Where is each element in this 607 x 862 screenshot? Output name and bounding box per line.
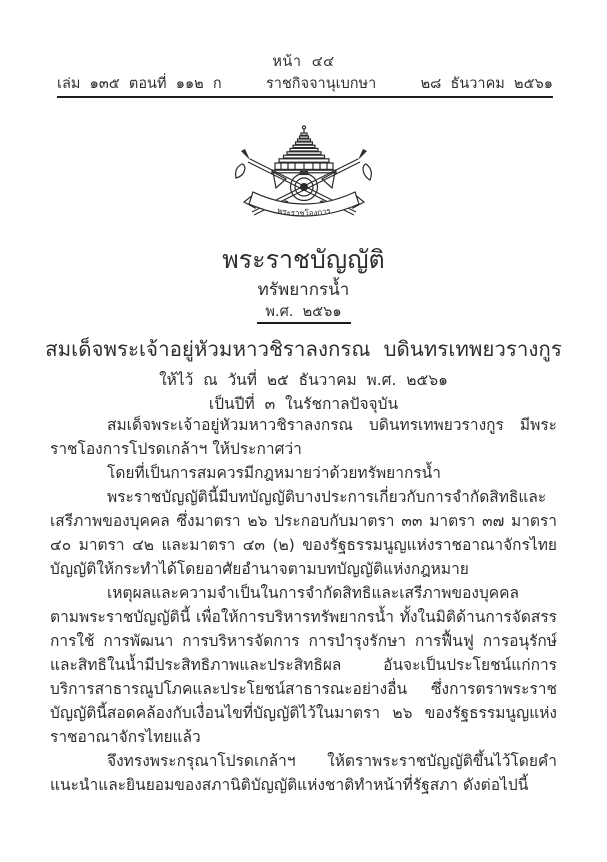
royal-command-emblem-icon	[0, 124, 607, 228]
gazette-header	[57, 72, 553, 95]
volume-part-label: เล่ม ๑๓๕ ตอนที่ ๑๑๒ ก	[57, 76, 222, 92]
given-date: ให้ไว้ ณ วันที่ ๒๕ ธันวาคม พ.ศ. ๒๕๖๑	[159, 371, 448, 389]
paragraph-rationale: โดยที่เป็นการสมควรมีกฎหมายว่าด้วยทรัพยากรน้ำ	[107, 464, 441, 482]
paragraph-necessity: เหตุผลและความจำเป็นในการจำกัดสิทธิและเสรีภาพของบุคคลตามพระราชบัญญัตินี้ เพื่อให้การบริหารทรัพยากรน้ำ ทั้งในมิติด้านการจัดสรร การใช้ การพัฒนา การบริหารจัดการ การบำรุงรักษา การฟื้นฟู การอนุรักษ์ และสิทธิในน้ำมีประสิทธิภาพและประสิทธิผล อันจะเป็นประโยชน์แก่การบริการสาธารณูปโภคและประโยชน์สาธารณะอย่างอื่น ซึ่งการตราพระราชบัญญัตินี้สอดคล้องกับเงื่อนไขที่บัญญัติไว้ในมาตรา ๒๖ ของรัฐธรรมนูญแห่งราชอาณาจักรไทยแล้ว	[50, 584, 557, 746]
paragraph-royal-command: สมเด็จพระเจ้าอยู่หัวมหาวชิราลงกรณ บดินทรเทพยวรางกูร มีพระราชโองการโปรดเกล้าฯ ให้ประกาศว่า	[50, 416, 557, 458]
act-type-title: พระราชบัญญัติ	[222, 245, 385, 274]
paragraph-rights-limitation: พระราชบัญญัตินี้มีบทบัญญัติบางประการเกี่ยวกับการจำกัดสิทธิและเสรีภาพของบุคคล ซึ่งมาตรา ๒๖ ประกอบกับมาตรา ๓๓ มาตรา ๓๗ มาตรา ๔๐ มาตรา ๔๒ และมาตรา ๔๓ (๒) ของรัฐธรรมนูญแห่งราชอาณาจักรไทย บัญญัติให้กระทำได้โดยอาศัยอำนาจตามบทบัญญัติแห่งกฎหมาย	[50, 488, 557, 578]
emblem-ribbon-text: พระราชโองการ	[275, 206, 332, 219]
gazette-name: ราชกิจจานุเบกษา	[266, 76, 377, 92]
act-body	[50, 413, 557, 797]
reign-year: เป็นปีที่ ๓ ในรัชกาลปัจจุบัน	[208, 395, 399, 413]
paragraph-enactment: จึงทรงพระกรุณาโปรดเกล้าฯ ให้ตราพระราชบัญญัติขึ้นไว้โดยคำแนะนำและยินยอมของสภานิติบัญญัติแห่งชาติทำหน้าที่รัฐสภา ดังต่อไปนี้	[50, 752, 557, 794]
page-number: หน้า ๔๔	[272, 54, 335, 70]
act-name-title: ทรัพยากรน้ำ	[257, 280, 350, 300]
act-year: พ.ศ. ๒๕๖๑	[265, 304, 342, 320]
publication-date: ๒๘ ธันวาคม ๒๕๖๑	[420, 76, 553, 92]
king-name: สมเด็จพระเจ้าอยู่หัวมหาวชิราลงกรณ บดินทรเทพยวรางกูร	[45, 337, 562, 361]
header-divider	[57, 96, 553, 98]
title-divider	[257, 322, 351, 324]
